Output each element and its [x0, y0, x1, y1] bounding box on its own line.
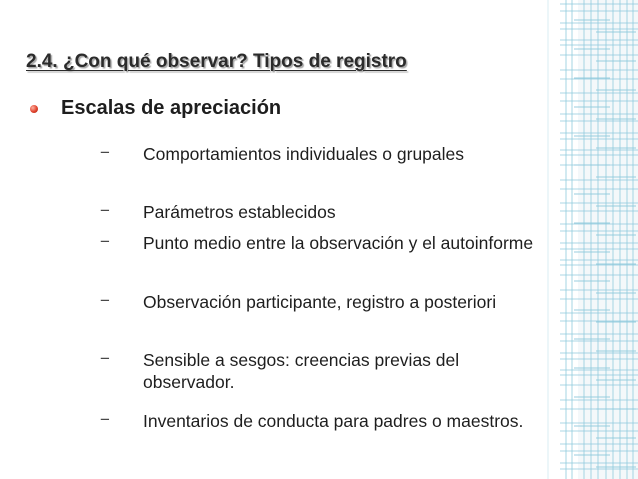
dash-icon: − [100, 410, 110, 429]
bullet-dot-icon [30, 105, 38, 113]
sub-bullet-text: Sensible a sesgos: creencias previas del observador. [143, 350, 460, 392]
slide-title: 2.4. ¿Con qué observar? Tipos de registro [26, 51, 407, 72]
main-bullet-text: Escalas de apreciación [61, 97, 282, 119]
sub-bullet-text: Parámetros establecidos [143, 202, 336, 222]
sub-bullet-text: Observación participante, registro a posteriori [143, 292, 497, 312]
dash-icon: − [100, 349, 110, 368]
pattern-shade [578, 0, 638, 479]
sub-bullet-text: Punto medio entre la observación y el autoinforme [143, 233, 534, 253]
dash-icon: − [100, 232, 110, 251]
dash-icon: − [100, 201, 110, 220]
dash-icon: − [100, 291, 110, 310]
dash-icon: − [100, 143, 110, 162]
sub-bullet-text: Inventarios de conducta para padres o maestros. [143, 411, 524, 431]
sub-bullet-text: Comportamientos individuales o grupales [143, 144, 465, 164]
